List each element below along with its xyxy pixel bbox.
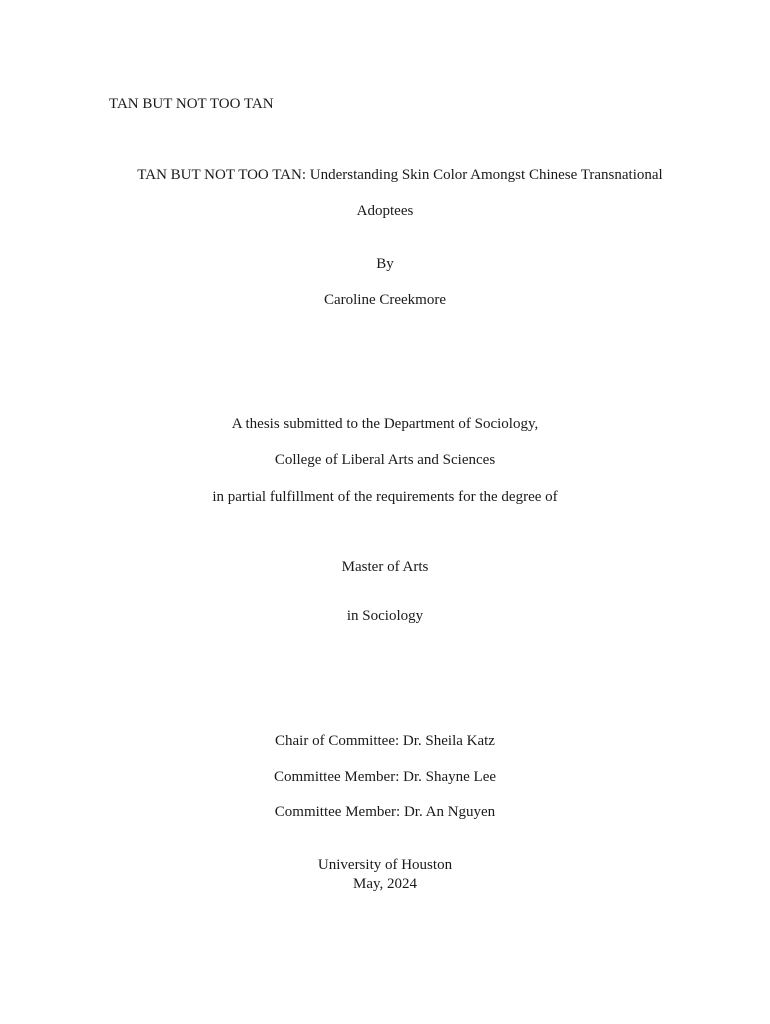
- university-name: University of Houston: [317, 857, 453, 873]
- degree-field: in Sociology: [346, 608, 424, 624]
- committee-member-2: Committee Member: Dr. An Nguyen: [274, 804, 496, 820]
- author-name: Caroline Creekmore: [323, 292, 447, 308]
- submission-date: May, 2024: [352, 876, 418, 892]
- title-line-2: Adoptees: [356, 203, 414, 219]
- running-head: TAN BUT NOT TOO TAN: [109, 96, 274, 112]
- committee-chair: Chair of Committee: Dr. Sheila Katz: [275, 733, 495, 749]
- byline-by: By: [376, 256, 394, 272]
- submission-line-3: in partial fulfillment of the requirements for the degree of: [212, 489, 558, 505]
- title-line-1: TAN BUT NOT TOO TAN: Understanding Skin Color Amongst Chinese Transnational: [137, 167, 663, 183]
- submission-line-1: A thesis submitted to the Department of Sociology,: [231, 416, 539, 432]
- submission-line-2: College of Liberal Arts and Sciences: [274, 452, 496, 468]
- committee-member-1: Committee Member: Dr. Shayne Lee: [273, 769, 497, 785]
- degree-name: Master of Arts: [341, 559, 429, 575]
